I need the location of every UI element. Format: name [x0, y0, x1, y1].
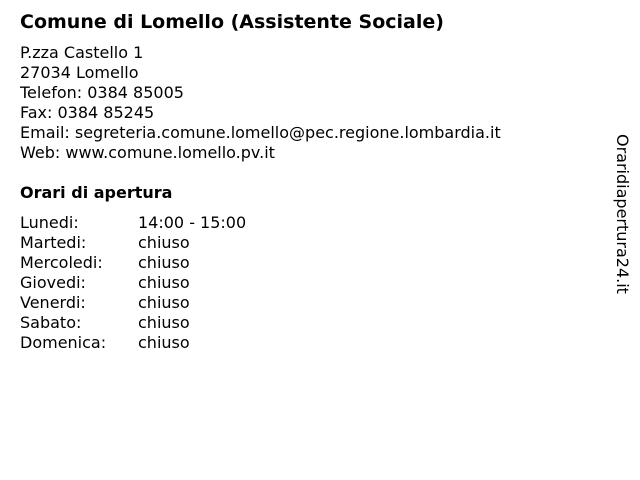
email-address: Email: segreteria.comune.lomello@pec.regione.lombardia.it: [20, 123, 501, 142]
time-value: 14:00 - 15:00: [138, 213, 247, 232]
day-label: Lunedi:: [20, 213, 79, 232]
opening-hours-table: [20, 213, 246, 353]
address-block: [20, 43, 501, 163]
day-label: Venerdi:: [20, 293, 86, 312]
hours-row-tuesday: [20, 233, 246, 253]
phone-number: Telefon: 0384 85005: [20, 83, 184, 102]
hours-row-monday: [20, 213, 246, 233]
street-address: P.zza Castello 1: [20, 43, 144, 62]
time-value: chiuso: [138, 293, 190, 312]
website: Web: www.comune.lomello.pv.it: [20, 143, 275, 162]
day-label: Martedi:: [20, 233, 87, 252]
fax-number: Fax: 0384 85245: [20, 103, 155, 122]
time-value: chiuso: [138, 233, 190, 252]
site-watermark: [612, 134, 632, 314]
hours-row-sunday: [20, 333, 246, 353]
day-label: Sabato:: [20, 313, 82, 332]
opening-hours-title: Orari di apertura: [20, 183, 173, 202]
time-value: chiuso: [138, 253, 190, 272]
time-value: chiuso: [138, 313, 190, 332]
hours-row-saturday: [20, 313, 246, 333]
time-value: chiuso: [138, 333, 190, 352]
day-label: Domenica:: [20, 333, 107, 352]
hours-row-wednesday: [20, 253, 246, 273]
watermark-text: Oraridiapertura24.it: [613, 134, 632, 294]
hours-row-friday: [20, 293, 246, 313]
day-label: Giovedi:: [20, 273, 86, 292]
day-label: Mercoledi:: [20, 253, 103, 272]
page-title: Comune di Lomello (Assistente Sociale): [20, 11, 444, 33]
city: 27034 Lomello: [20, 63, 139, 82]
hours-row-thursday: [20, 273, 246, 293]
time-value: chiuso: [138, 273, 190, 292]
